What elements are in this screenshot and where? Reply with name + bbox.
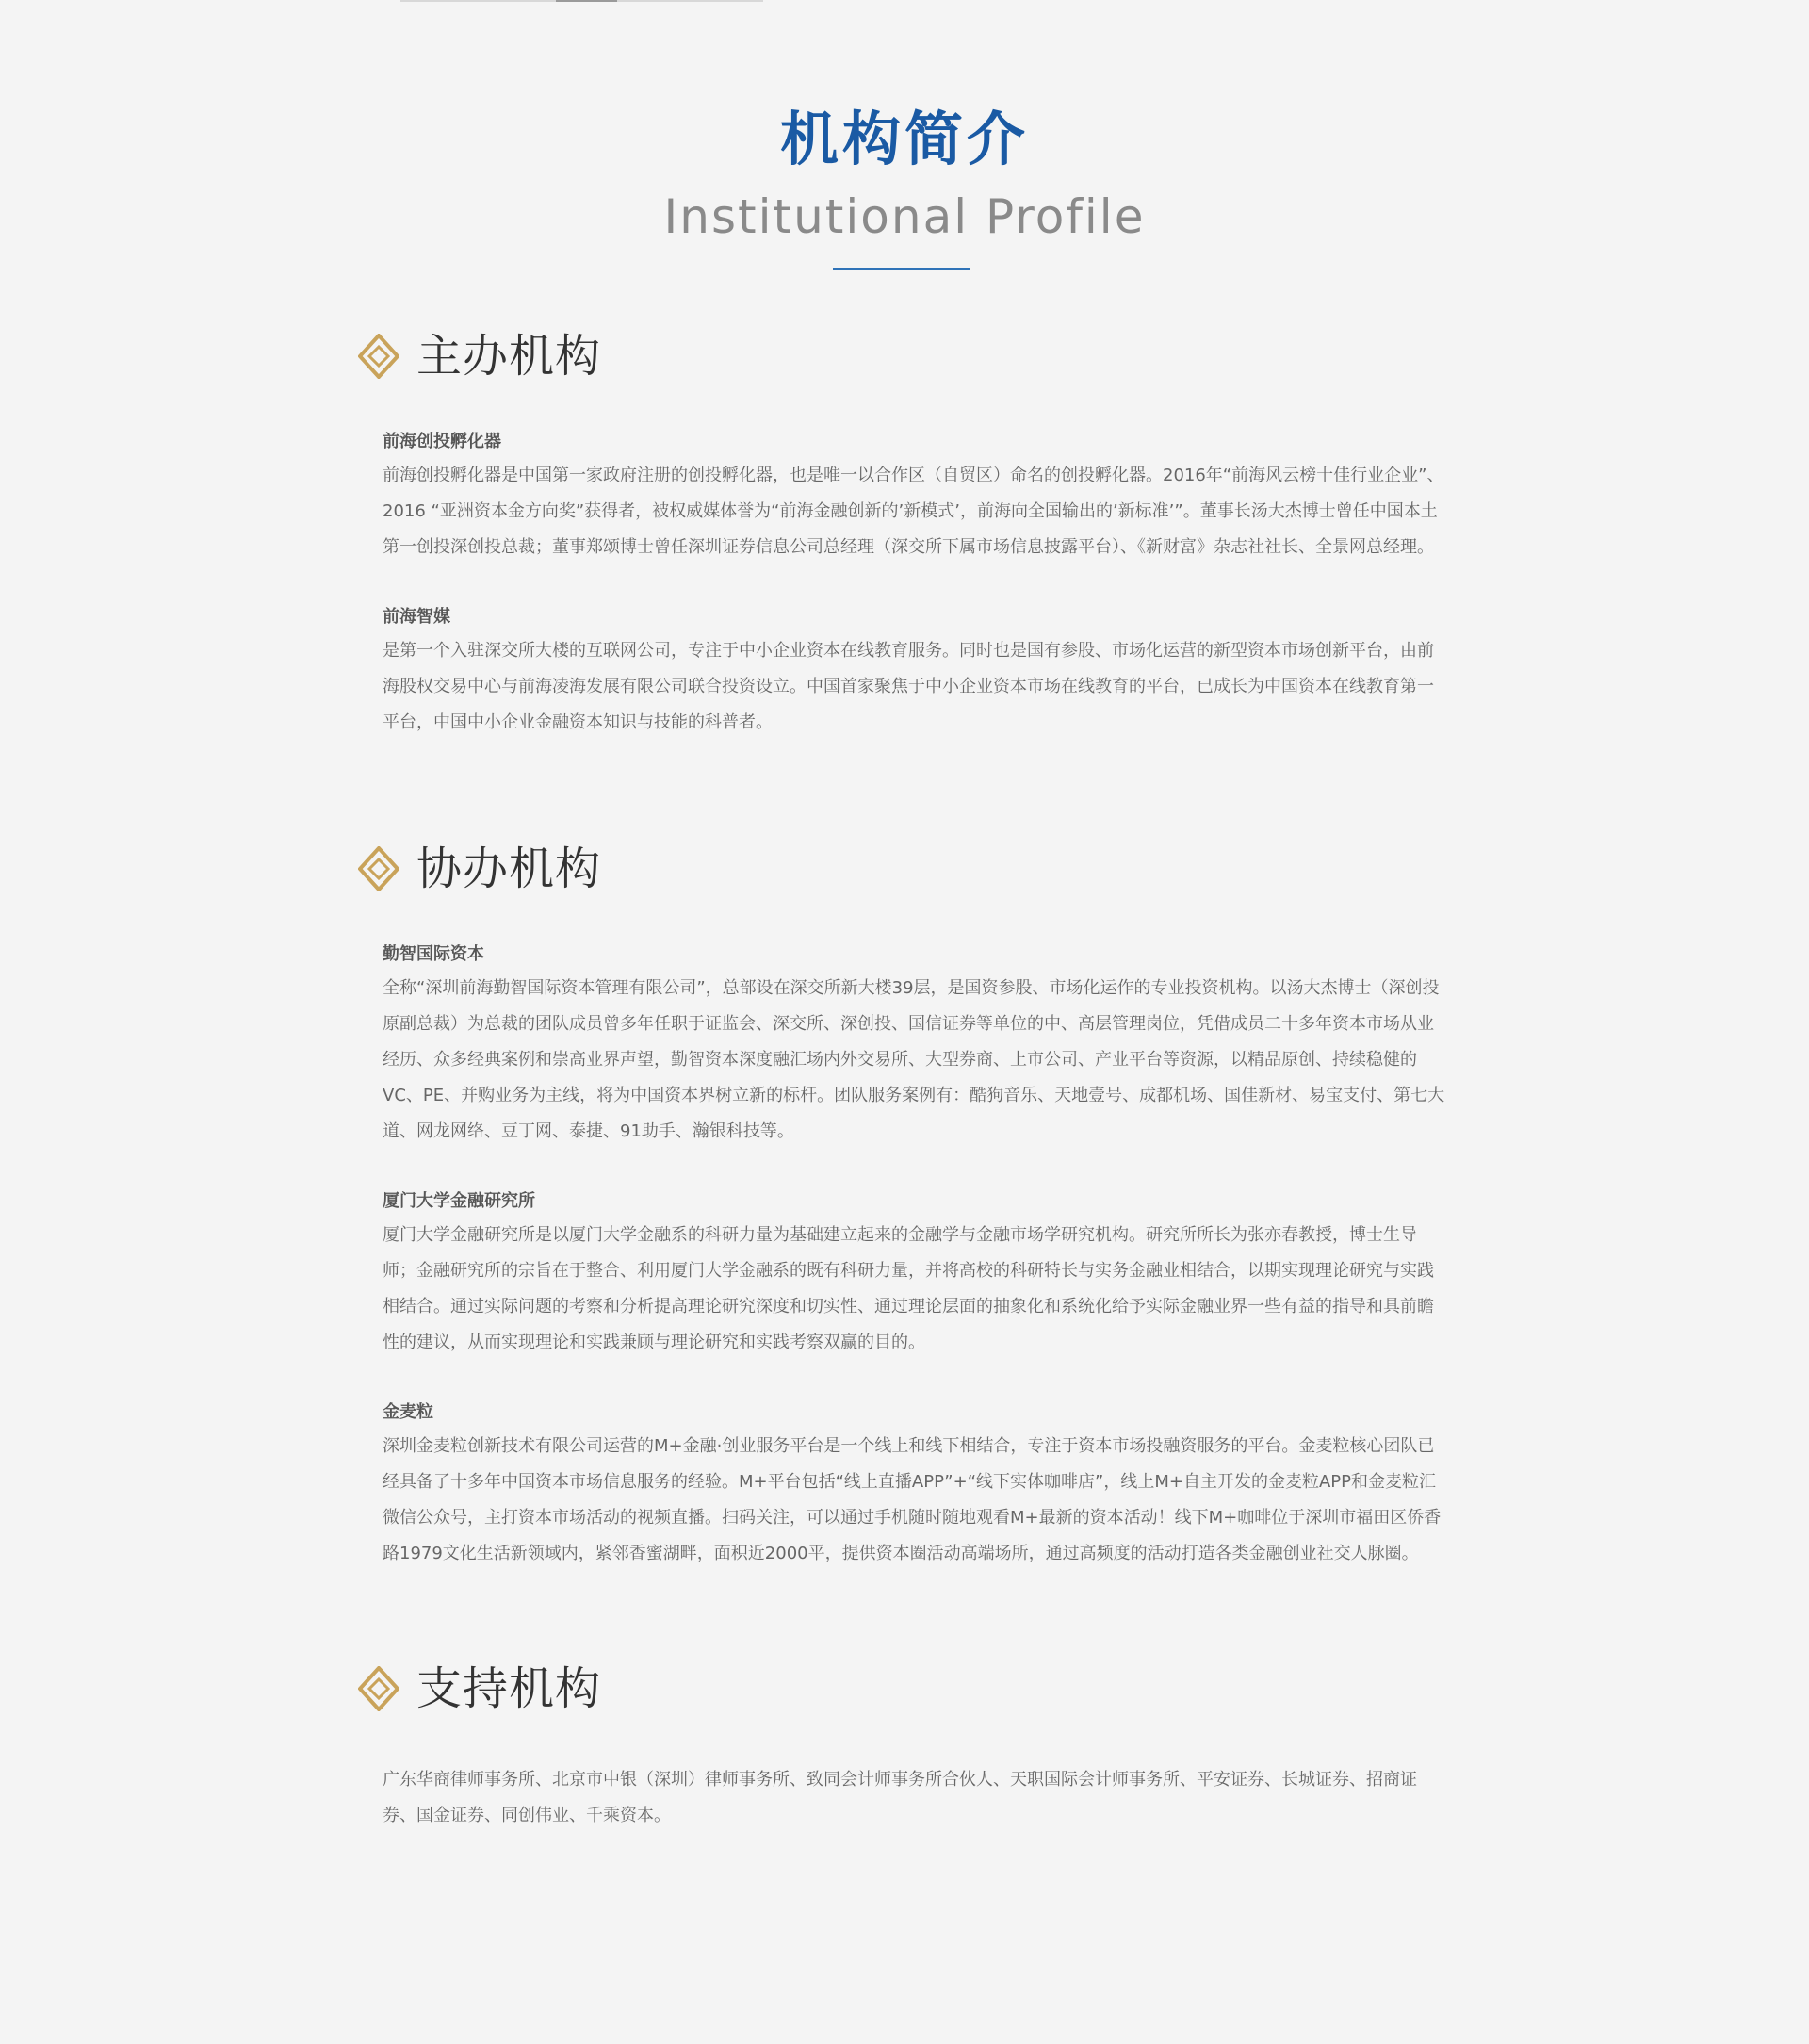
- section-title: 协办机构: [416, 842, 602, 895]
- org-name: 金麦粒: [383, 1402, 433, 1422]
- org-item: [383, 1762, 1447, 1834]
- page-subtitle: Institutional Profile: [663, 189, 1146, 244]
- org-name: 厦门大学金融研究所: [383, 1191, 535, 1211]
- org-description: 全称“深圳前海勤智国际资本管理有限公司”，总部设在深交所新大楼39层，是国资参股、市场化运作的专业投资机构。以汤大杰博士（深创投原副总裁）为总裁的团队成员曾多年任职于证监会、深交所、深创投、国信证券等单位的中、高层管理岗位，凭借成员二十多年资本市场从业经历、众多经典案例和崇高业界声望，勤智资本深度融汇场内外交易所、大型券商、上市公司、产业平台等资源，以精品原创、持续稳健的VC、PE、并购业务为主线，将为中国资本界树立新的标杆。团队服务案例有：酷狗音乐、天地壹号、成都机场、国佳新材、易宝支付、第七大道、网龙网络、豆丁网、泰捷、91助手、瀚银科技等。: [383, 978, 1445, 1141]
- section-heading: [358, 319, 1451, 394]
- diamond-icon: [358, 334, 399, 379]
- page-header: [0, 0, 1809, 271]
- section-heading: [358, 1651, 1451, 1726]
- section-supporter: [358, 1651, 1451, 1834]
- diamond-icon: [358, 1666, 399, 1711]
- section-heading: [358, 831, 1451, 907]
- org-description: 广东华商律师事务所、北京市中银（深圳）律师事务所、致同会计师事务所合伙人、天职国际会计师事务所、平安证券、长城证券、招商证券、国金证券、同创伟业、千乘资本。: [383, 1770, 1417, 1825]
- org-item: [383, 601, 1447, 741]
- section-co-organizer: [358, 831, 1451, 1572]
- org-name: 前海创投孵化器: [383, 432, 501, 451]
- header-accent-underline: [833, 268, 970, 270]
- org-item: [383, 1186, 1447, 1361]
- section-host: [358, 319, 1451, 741]
- org-description: 厦门大学金融研究所是以厦门大学金融系的科研力量为基础建立起来的金融学与金融市场学研究机构。研究所所长为张亦春教授，博士生导师；金融研究所的宗旨在于整合、利用厦门大学金融系的既有科研力量，并将高校的科研特长与实务金融业相结合，以期实现理论研究与实践相结合。通过实际问题的考察和分析提高理论研究深度和切实性、通过理论层面的抽象化和系统化给予实际金融业界一些有益的指导和具前瞻性的建议，从而实现理论和实践兼顾与理论研究和实践考察双赢的目的。: [383, 1225, 1434, 1352]
- page-title: 机构简介: [779, 105, 1029, 173]
- org-item: [383, 939, 1447, 1150]
- section-title: 主办机构: [416, 330, 602, 383]
- org-description: 前海创投孵化器是中国第一家政府注册的创投孵化器，也是唯一以合作区（自贸区）命名的创投孵化器。2016年“前海风云榜十佳行业企业”、2016 “亚洲资本金方向奖”获得者，被权威媒体誉为“前海金融创新的’新模式’，前海向全国输出的’新标准’”。董事长汤大杰博士曾任中国本土第一创投深创投总裁；董事郑颂博士曾任深圳证券信息公司总经理（深交所下属市场信息披露平台）、《新财富》杂志社社长、全景网总经理。: [383, 466, 1444, 557]
- org-item: [383, 426, 1447, 565]
- diamond-icon: [358, 846, 399, 891]
- org-item: [383, 1397, 1447, 1572]
- section-title: 支持机构: [416, 1662, 602, 1715]
- org-description: 深圳金麦粒创新技术有限公司运营的M+金融·创业服务平台是一个线上和线下相结合，专注于资本市场投融资服务的平台。金麦粒核心团队已经具备了十多年中国资本市场信息服务的经验。M+平台包括“线上直播APP”+“线下实体咖啡店”，线上M+自主开发的金麦粒APP和金麦粒汇微信公众号，主打资本市场活动的视频直播。扫码关注，可以通过手机随时随地观看M+最新的资本活动！线下M+咖啡位于深圳市福田区侨香路1979文化生活新领域内，紧邻香蜜湖畔，面积近2000平，提供资本圈活动高端场所，通过高频度的活动打造各类金融创业社交人脉圈。: [383, 1436, 1442, 1563]
- org-name: 前海智媒: [383, 607, 450, 627]
- org-description: 是第一个入驻深交所大楼的互联网公司，专注于中小企业资本在线教育服务。同时也是国有参股、市场化运营的新型资本市场创新平台，由前海股权交易中心与前海凌海发展有限公司联合投资设立。中国首家聚焦于中小企业资本市场在线教育的平台，已成长为中国资本在线教育第一平台，中国中小企业金融资本知识与技能的科普者。: [383, 641, 1434, 732]
- org-name: 勤智国际资本: [383, 944, 484, 964]
